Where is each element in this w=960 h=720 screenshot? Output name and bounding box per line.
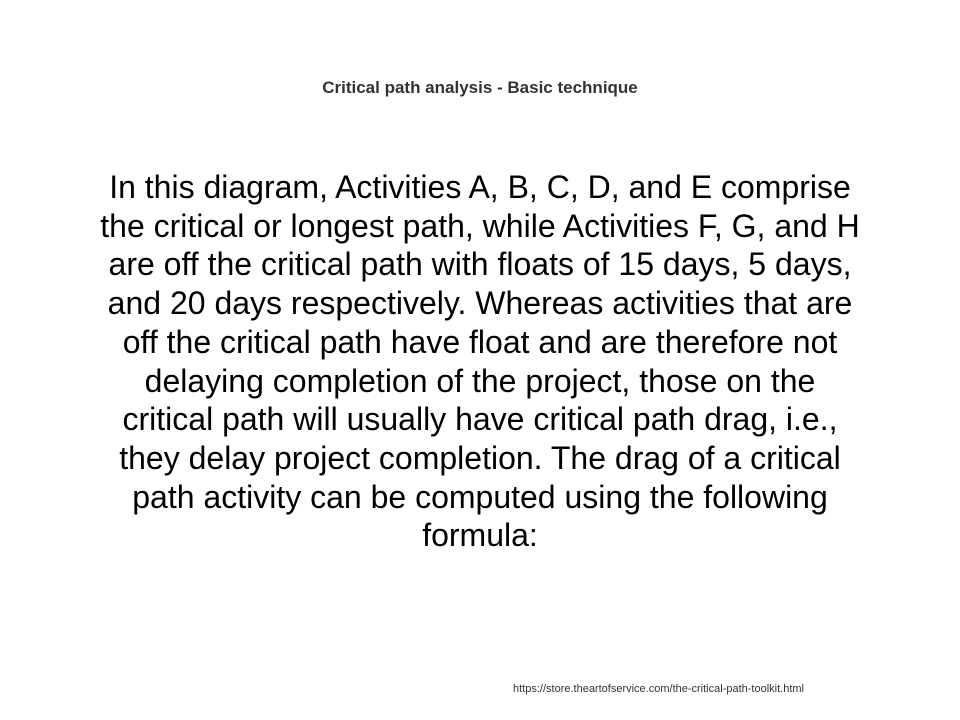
footer-url: https://store.theartofservice.com/the-critical-path-toolkit.html (513, 683, 804, 695)
slide-body-text: In this diagram, Activities A, B, C, D, and E comprise the critical or longest path, while Activities F, G, and H are off the critical path with floats of 15 days, 5 days, and 20 days respectively. Whereas activities that are off the critical path have float and are therefore not delaying completion of the project, those on the critical path will usually have critical path drag, i.e., they delay project completion. The drag of a critical path activity can be computed using the following formula: (100, 169, 860, 554)
slide-title: Critical path analysis - Basic technique (322, 78, 638, 97)
